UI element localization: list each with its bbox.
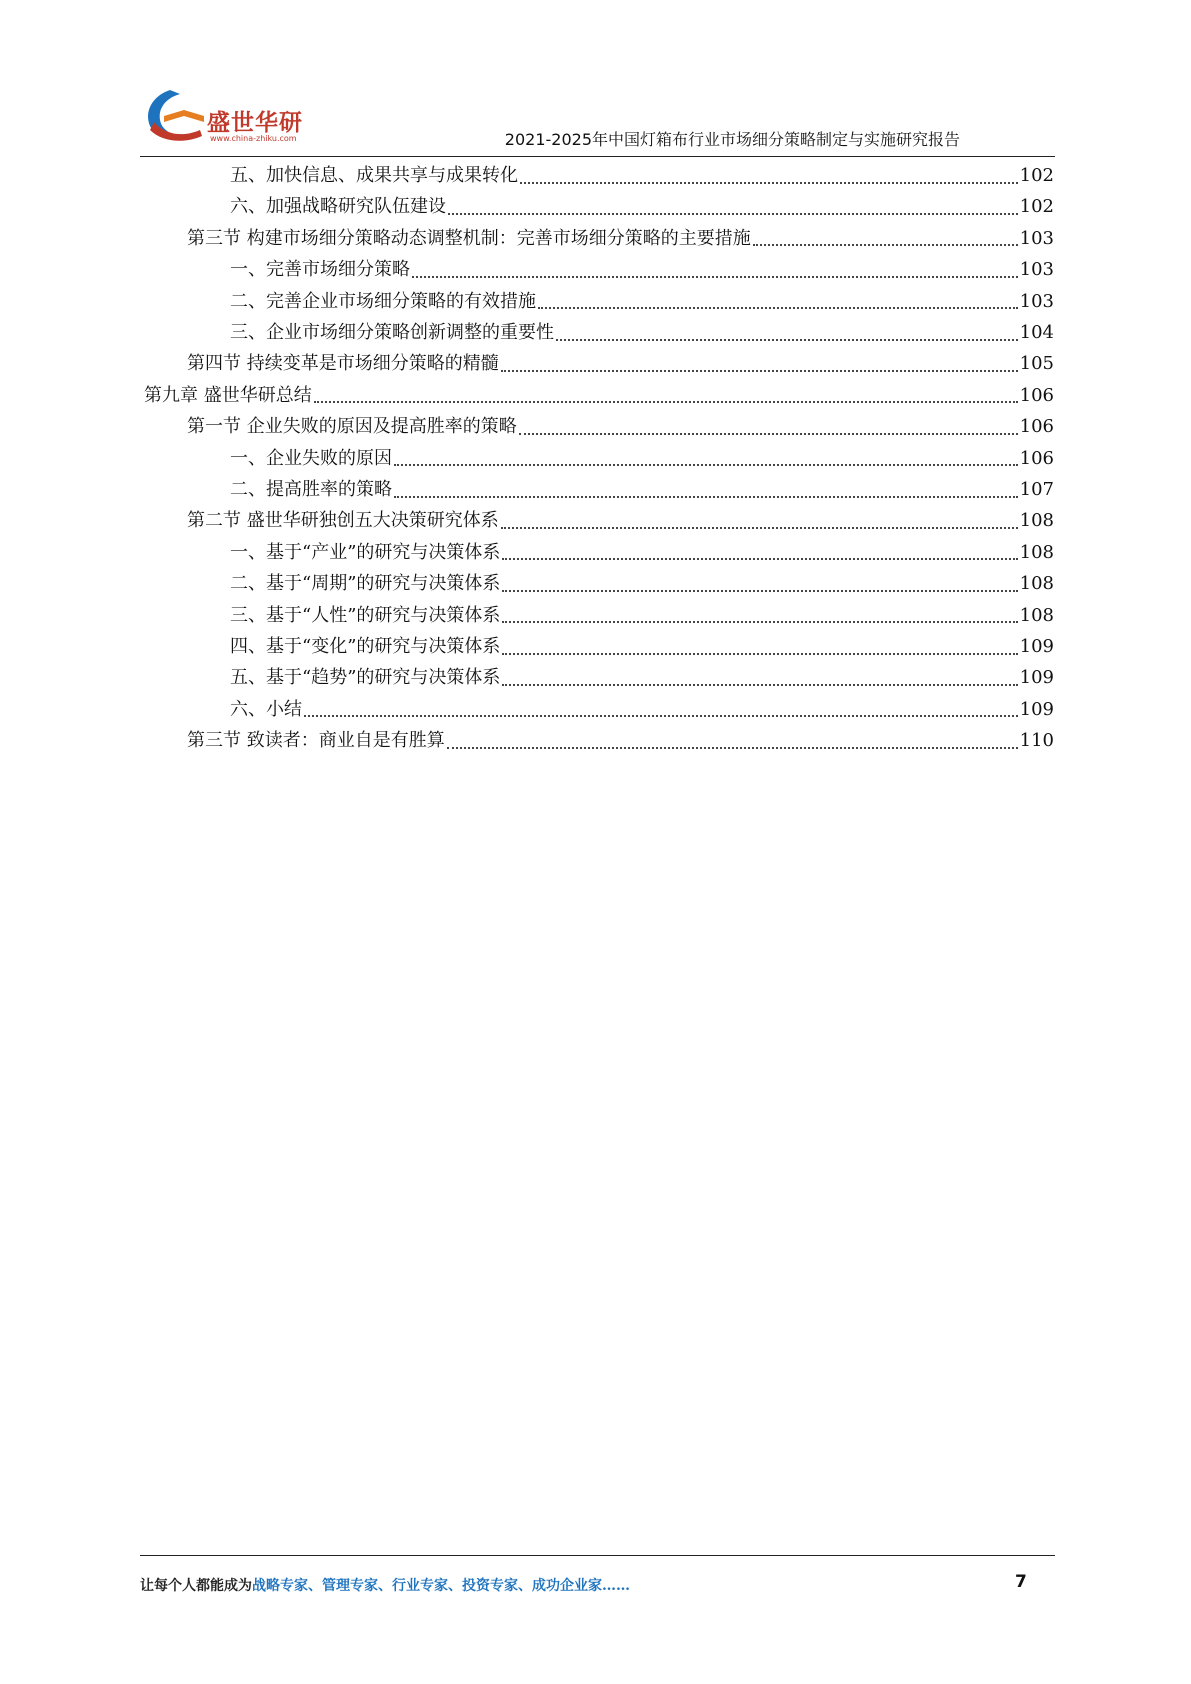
toc-entry-page: 103	[1019, 259, 1054, 281]
toc-entry[interactable]	[230, 568, 1054, 599]
toc-entry-page: 108	[1019, 573, 1054, 595]
toc-entry-page: 102	[1019, 196, 1054, 218]
toc-entry[interactable]	[230, 537, 1054, 568]
toc-entry[interactable]	[144, 380, 1054, 411]
toc-leader-dots	[502, 684, 1017, 686]
toc-leader-dots	[304, 715, 1018, 717]
toc-leader-dots	[448, 213, 1018, 215]
toc-entry[interactable]	[230, 474, 1054, 505]
toc-leader-dots	[501, 527, 1018, 529]
toc-leader-dots	[753, 244, 1018, 246]
toc-entry-title: 六、小结	[230, 698, 302, 720]
toc-entry-title: 二、完善企业市场细分策略的有效措施	[230, 290, 536, 312]
toc-entry[interactable]	[187, 725, 1054, 756]
toc-leader-dots	[314, 401, 1018, 403]
footer-slogan-highlight: 战略专家、管理专家、行业专家、投资专家、成功企业家……	[252, 1578, 630, 1594]
toc-leader-dots	[394, 464, 1018, 466]
toc-entry-page: 103	[1019, 227, 1054, 249]
page-header	[0, 0, 1191, 160]
toc-leader-dots	[502, 653, 1017, 655]
toc-entry-title: 四、基于“变化”的研究与决策体系	[230, 636, 501, 657]
toc-leader-dots	[501, 370, 1018, 372]
footer-slogan-prefix: 让每个人都能成为	[140, 1578, 252, 1594]
toc-entry-title: 第三节 构建市场细分策略动态调整机制：完善市场细分策略的主要措施	[187, 227, 751, 249]
toc-entry-title: 第九章 盛世华研总结	[144, 384, 312, 406]
toc-entry[interactable]	[230, 317, 1054, 348]
toc-leader-dots	[502, 558, 1017, 560]
logo-url: www.china-zhiku.com	[210, 134, 297, 143]
toc-entry-title: 第三节 致读者：商业自是有胜算	[187, 730, 445, 752]
toc-entry[interactable]	[230, 191, 1054, 222]
toc-entry[interactable]	[187, 223, 1054, 254]
toc-entry-page: 104	[1019, 322, 1054, 343]
toc-entry-title: 第二节 盛世华研独创五大决策研究体系	[187, 510, 499, 532]
toc-entry-title: 五、加快信息、成果共享与成果转化	[230, 165, 518, 186]
toc-leader-dots	[394, 496, 1018, 498]
toc-entry[interactable]	[230, 286, 1054, 317]
toc-entry-title: 一、完善市场细分策略	[230, 259, 410, 281]
toc-entry-page: 109	[1019, 636, 1054, 657]
report-title: 2021-2025年中国灯箱布行业市场细分策略制定与实施研究报告	[504, 130, 960, 149]
page-number: 7	[1015, 1572, 1027, 1592]
toc-entry-title: 二、基于“周期”的研究与决策体系	[230, 573, 501, 595]
toc-entry[interactable]	[230, 662, 1054, 693]
toc-entry[interactable]	[230, 694, 1054, 725]
toc-leader-dots	[412, 276, 1018, 278]
toc-leader-dots	[447, 747, 1018, 749]
toc-entry-title: 第一节 企业失败的原因及提高胜率的策略	[187, 416, 517, 438]
toc-leader-dots	[556, 339, 1018, 341]
toc-entry-page: 103	[1019, 290, 1054, 312]
toc-entry-page: 109	[1019, 667, 1054, 689]
footer-divider	[140, 1555, 1055, 1556]
toc-leader-dots	[538, 307, 1018, 309]
toc-entry-title: 二、提高胜率的策略	[230, 479, 392, 500]
toc-entry-page: 107	[1019, 479, 1054, 500]
logo-text: 盛世华研	[207, 110, 303, 136]
toc-entry[interactable]	[187, 505, 1054, 536]
toc-entry-page: 106	[1019, 416, 1054, 438]
toc-leader-dots	[502, 621, 1017, 623]
toc-leader-dots	[520, 182, 1018, 184]
footer-slogan	[140, 1575, 630, 1595]
toc-entry-page: 108	[1019, 541, 1054, 563]
toc-entry[interactable]	[230, 254, 1054, 285]
toc-entry-page: 108	[1019, 510, 1054, 532]
toc-entry-title: 六、加强战略研究队伍建设	[230, 196, 446, 218]
toc-entry-title: 三、基于“人性”的研究与决策体系	[230, 604, 501, 626]
toc-entry[interactable]	[230, 443, 1054, 474]
toc-entry[interactable]	[230, 160, 1054, 191]
toc-entry-title: 一、基于“产业”的研究与决策体系	[230, 541, 501, 563]
toc-leader-dots	[502, 590, 1017, 592]
toc-entry-title: 一、企业失败的原因	[230, 447, 392, 469]
toc-entry-page: 105	[1019, 353, 1054, 375]
toc-entry-page: 110	[1019, 730, 1054, 752]
toc-entry-title: 五、基于“趋势”的研究与决策体系	[230, 667, 501, 689]
toc-entry-page: 109	[1019, 698, 1054, 720]
toc-entry-title: 三、企业市场细分策略创新调整的重要性	[230, 322, 554, 343]
toc-entry-page: 108	[1019, 604, 1054, 626]
header-divider	[140, 156, 1055, 157]
toc-entry[interactable]	[187, 348, 1054, 379]
toc-entry-page: 102	[1019, 165, 1054, 186]
toc-entry[interactable]	[187, 411, 1054, 442]
toc-entry[interactable]	[230, 631, 1054, 662]
toc-entry-page: 106	[1019, 384, 1054, 406]
toc-entry[interactable]	[230, 600, 1054, 631]
toc-entry-page: 106	[1019, 447, 1054, 469]
toc-entry-title: 第四节 持续变革是市场细分策略的精髓	[187, 353, 499, 375]
toc-leader-dots	[519, 433, 1018, 435]
